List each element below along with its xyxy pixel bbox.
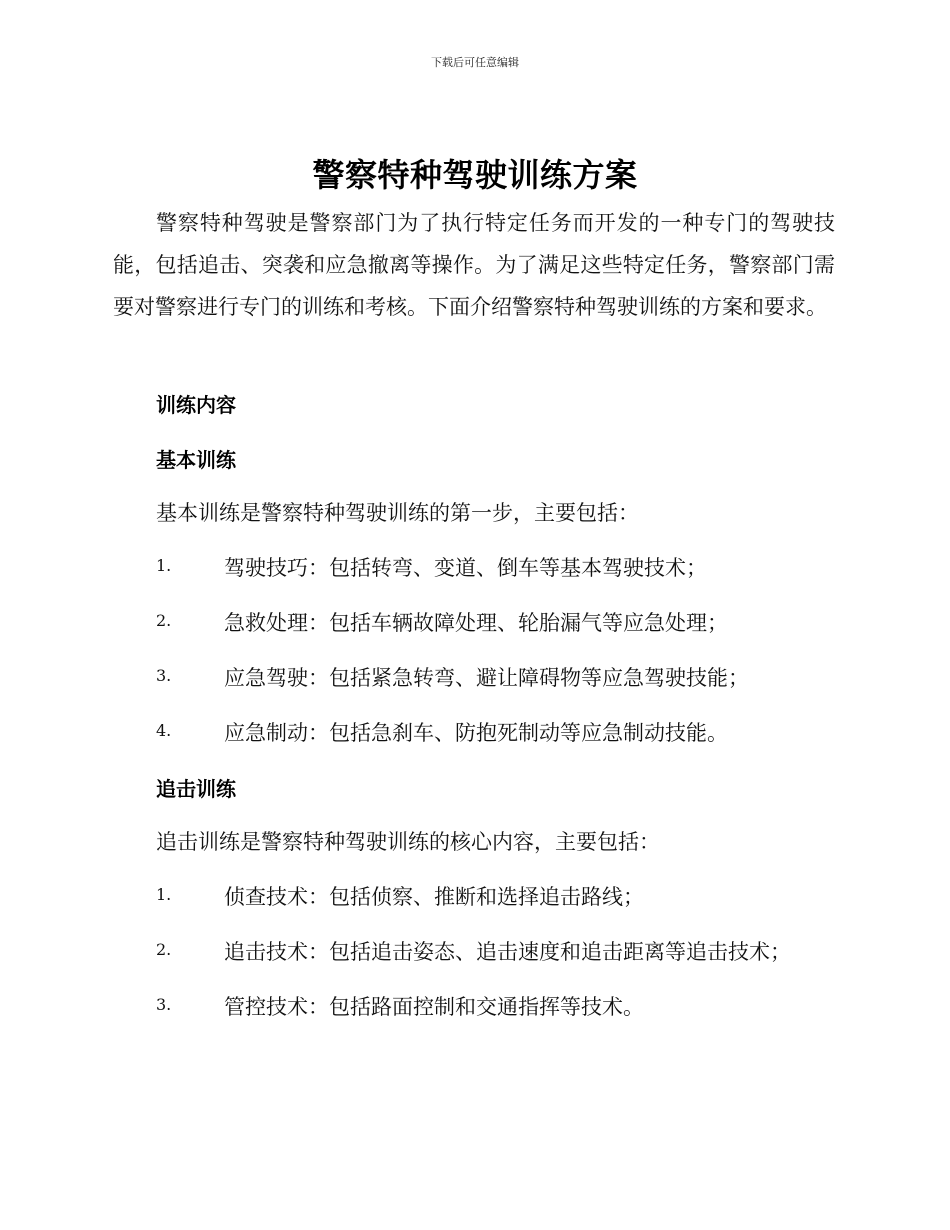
basic-lead-paragraph: 基本训练是警察特种驾驶训练的第一步，主要包括：: [156, 501, 639, 525]
intro-paragraph: 警察特种驾驶是警察部门为了执行特定任务而开发的一种专门的驾驶技能，包括追击、突袭和应急撤离等操作。为了满足这些特定任务，警察部门需要对警察进行专门的训练和考核。下面介绍警察特种驾驶训练的方案和要求。: [113, 211, 835, 319]
list-item-text: 应急制动：包括急刹车、防抱死制动等应急制动技能。: [224, 721, 728, 745]
list-item-number: 1.: [156, 885, 172, 904]
list-item-number: 2.: [156, 611, 172, 630]
pursuit-lead-paragraph: 追击训练是警察特种驾驶训练的核心内容，主要包括：: [156, 830, 660, 854]
list-item-text: 侦查技术：包括侦察、推断和选择追击路线；: [224, 885, 644, 909]
list-item-number: 3.: [156, 666, 172, 685]
section-heading-pursuit: 追击训练: [156, 777, 236, 801]
list-item: [156, 662, 856, 692]
list-item-text: 急救处理：包括车辆故障处理、轮胎漏气等应急处理；: [224, 611, 728, 635]
document-title: 警察特种驾驶训练方案: [312, 156, 638, 194]
list-item-text: 追击技术：包括追击姿态、追击速度和追击距离等追击技术；: [224, 940, 791, 964]
list-item: [156, 991, 856, 1021]
section-heading-basic: 基本训练: [156, 448, 236, 472]
list-item: [156, 881, 856, 911]
list-item: [156, 717, 856, 747]
list-item: [156, 607, 856, 637]
list-item-number: 3.: [156, 995, 172, 1014]
list-item-text: 应急驾驶：包括紧急转弯、避让障碍物等应急驾驶技能；: [224, 666, 749, 690]
list-item-number: 4.: [156, 721, 172, 740]
list-item: [156, 936, 856, 966]
header-note: 下载后可任意编辑: [431, 56, 519, 69]
list-item: [156, 552, 856, 582]
list-item-number: 1.: [156, 556, 172, 575]
list-item-text: 驾驶技巧：包括转弯、变道、倒车等基本驾驶技术；: [224, 556, 707, 580]
list-item-number: 2.: [156, 940, 172, 959]
list-item-text: 管控技术：包括路面控制和交通指挥等技术。: [224, 995, 644, 1019]
section-heading-training-content: 训练内容: [156, 393, 236, 417]
